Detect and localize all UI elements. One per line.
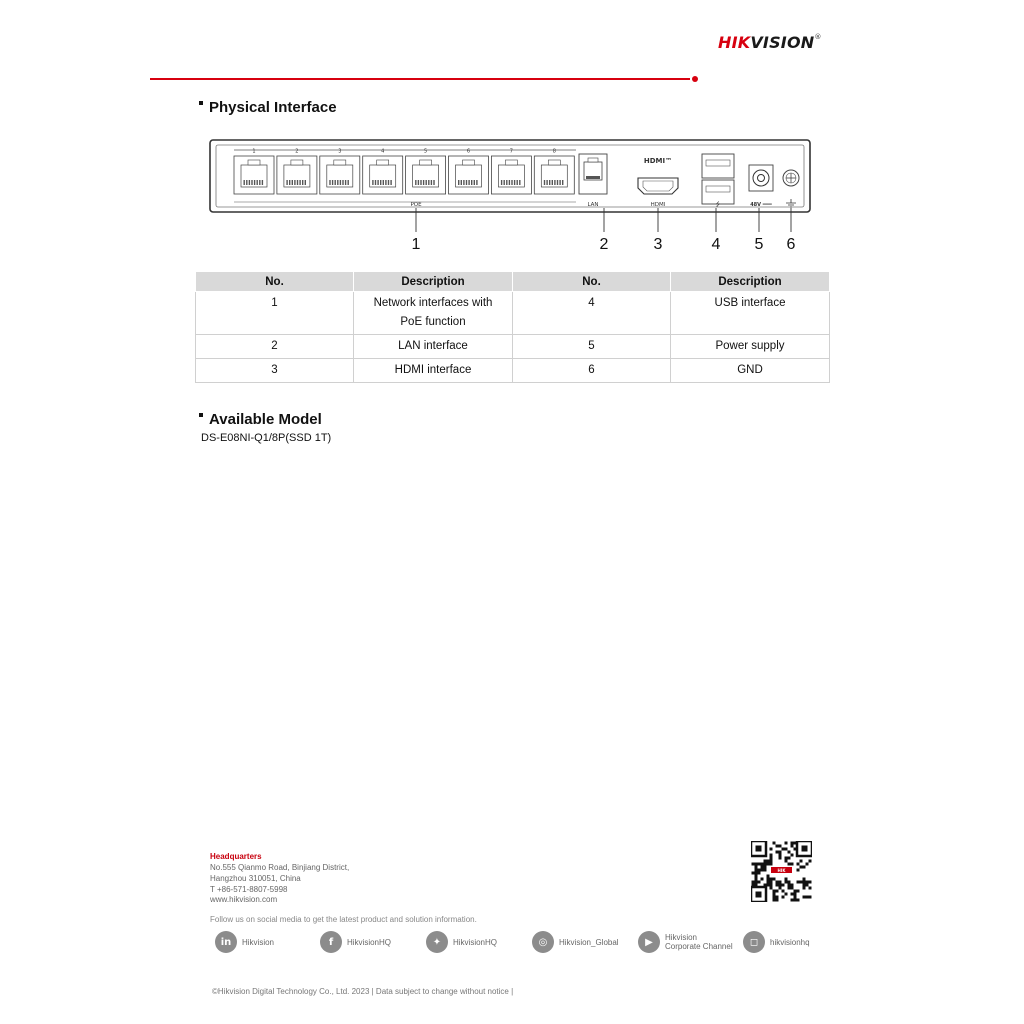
callout-1: 1 [411,236,421,253]
social-youtube[interactable] [638,930,733,954]
poe-port [234,156,274,194]
poe-port [320,156,360,194]
model-number: DS-E08NI-Q1/8P(SSD 1T) [201,432,332,444]
bullet-square-icon [199,101,203,105]
port-number-label: 4 [381,148,385,155]
social-linkedin[interactable] [215,930,274,954]
social-twitter[interactable] [426,930,497,954]
cell-no: 4 [513,292,671,335]
social-wechat[interactable] [532,930,619,954]
linkedin-icon: in [215,931,237,953]
header-divider-dot [692,76,698,82]
table-row [196,292,830,335]
device-rear-panel-diagram [206,132,814,256]
header-description: Description [671,272,830,292]
social-label: hikvisionhq [770,937,810,947]
poe-port [277,156,317,194]
callout-4: 4 [711,236,721,253]
twitter-icon: ✦ [426,931,448,953]
cell-description: HDMI interface [354,359,513,383]
poe-port [534,156,574,194]
cell-description: USB interface [671,292,830,335]
port-number-label: 5 [424,148,428,155]
hq-website-link[interactable]: www.hikvision.com [210,895,278,904]
interface-table [195,271,830,383]
hdmi-logo-label: HDMI™ [643,157,673,165]
social-label: Hikvision [665,933,698,942]
hikvision-logo: HIKVISION® [718,33,822,52]
facebook-icon: f [320,931,342,953]
cell-no: 2 [196,335,354,359]
copyright-notice: ©Hikvision Digital Technology Co., Ltd. 2023 | Data subject to change without notice | [212,987,514,996]
table-row [196,335,830,359]
social-label: Hikvision [242,937,275,947]
wechat-icon: ◎ [532,931,554,953]
cell-no: 3 [196,359,354,383]
power-jack [749,165,773,208]
hq-address-line: Hangzhou 310051, China [210,874,301,883]
available-model-heading: Available Model [199,411,322,428]
bullet-square-icon [199,413,203,417]
power-label: 48V ═══ [750,202,772,208]
social-label: HikvisionHQ [347,937,392,947]
hq-phone: T +86-571-8807-5998 [210,885,288,894]
poe-port [406,156,446,194]
follow-us-text: Follow us on social media to get the latest product and solution information. [210,915,477,924]
poe-port [491,156,531,194]
youtube-icon: ▶ [638,931,660,953]
cell-no: 5 [513,335,671,359]
social-facebook[interactable] [320,930,391,954]
cell-no: 6 [513,359,671,383]
port-number-label: 2 [295,148,299,155]
hdmi-label: HDMI [650,202,666,208]
headquarters-title: Headquarters [210,852,262,861]
instagram-icon: ◻ [743,931,765,953]
lan-label: LAN [587,202,599,208]
cell-no: 1 [196,292,354,335]
callout-6: 6 [786,236,796,253]
social-instagram[interactable] [743,930,810,954]
port-number-label: 3 [338,148,342,155]
social-label: HikvisionHQ [453,937,498,947]
callout-3: 3 [653,236,663,253]
poe-port [363,156,403,194]
cell-description: GND [671,359,830,383]
port-number-label: 7 [509,148,513,155]
cell-description: Power supply [671,335,830,359]
table-header-row [196,272,830,292]
port-number-label: 8 [552,148,556,155]
social-label: Hikvision_Global [559,937,619,947]
svg-text:⭍: ⭍ [715,201,721,208]
cell-description: Network interfaces with PoE function [354,292,513,335]
qr-logo-label: HIK [777,867,786,873]
qr-code[interactable] [751,841,812,902]
poe-port [449,156,489,194]
port-number-label: 6 [466,148,471,155]
table-row [196,359,830,383]
port-number-label: 1 [252,148,256,155]
cell-description: LAN interface [354,335,513,359]
header-description: Description [354,272,513,292]
social-label: Corporate Channel [665,942,733,951]
header-no: No. [196,272,354,292]
physical-interface-heading: Physical Interface [199,99,337,116]
hq-address-line: No.555 Qianmo Road, Binjiang District, [210,863,350,872]
callout-2: 2 [599,236,609,253]
header-no: No. [513,272,671,292]
header-divider [150,78,690,80]
callout-5: 5 [754,236,764,253]
usb-ports [702,154,734,208]
poe-label: POE [410,202,422,208]
